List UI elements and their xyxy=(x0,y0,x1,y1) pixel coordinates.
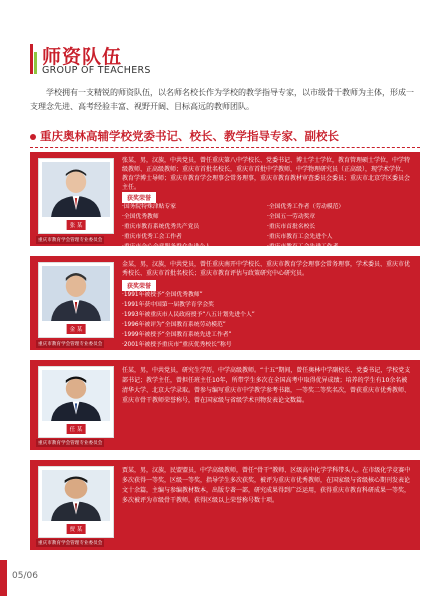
honor-item: ·国务院特殊津贴专家 xyxy=(122,204,177,210)
honor-item: ·全国优秀教师 xyxy=(122,214,159,220)
intro-paragraph: 学校拥有一支精锐的师资队伍，以名师名校长作为学校的教学指导专家，以市级骨干教师为主体，形成一支理念先进、高考经验丰富、视野开阔、目标高远的教师团队。 xyxy=(30,88,414,111)
honor-item: ·1993年被重庆市人民政府授予“八五计划先进个人” xyxy=(122,312,255,318)
honor-item: ·重庆市教育系统优秀共产党员 xyxy=(122,224,200,230)
page-subtitle: GROUP OF TEACHERS xyxy=(42,65,151,76)
honor-item: ·1999年被授予“全国教育系统先进工作者” xyxy=(122,332,232,338)
profile-card xyxy=(30,152,420,250)
honor-item: ·全国五一劳动奖章 xyxy=(267,214,316,220)
title-accent-bar xyxy=(30,44,33,74)
portrait-photo xyxy=(42,470,110,521)
honors-column-left xyxy=(122,202,267,252)
portrait-frame xyxy=(38,262,114,338)
honors-list xyxy=(122,202,412,252)
portrait-caption: 重庆市教育学会管理专业委员会 xyxy=(38,238,103,243)
page-number: 05/06 xyxy=(12,571,38,581)
name-tag: 金 某 xyxy=(67,324,86,334)
section-header xyxy=(30,128,420,148)
honor-item: ·2001年被授予重庆市“重庆优秀校长”称号 xyxy=(122,342,232,348)
profile-card xyxy=(30,460,420,550)
honor-item: ·重庆市教育工会先进个人 xyxy=(267,234,333,240)
title-accent-bar-green xyxy=(34,52,37,74)
portrait-caption: 重庆市教育学会管理专业委员会 xyxy=(38,342,103,347)
honor-item: ·全国优秀工作者（劳动模范） xyxy=(267,204,345,210)
honor-item: ·1991年被授予“全国优秀教师” xyxy=(122,292,203,298)
footer-accent-bar xyxy=(0,560,7,596)
honor-item: ·1996年被评为“全国教育系统劳动模范” xyxy=(122,322,226,328)
name-tag: 任 某 xyxy=(67,424,86,434)
portrait-caption: 重庆市教育学会管理专业委员会 xyxy=(38,541,103,546)
page-title: 师资队伍 xyxy=(42,46,123,68)
bio-text: 任某，男，中共党员，研究生学历，中学高级教师。“十五”期间，曾任奥林中学副校长、党委书记，学校党支部书记；教学主任，曾担任班主任10年，所带学生多次在全国高考中取得优异成绩；培养的学生有10余名被清华大学、北京大学录取。曾参与编写重庆市中学教学参考书籍，一等奖二等奖名次，曾获重庆市优秀教师、重庆市骨干教师荣誉称号，曾在国家级与省级学术刊物发表论文数篇。 xyxy=(122,367,411,404)
name-tag: 贾 某 xyxy=(67,524,86,534)
honors-label: 获奖荣誉 xyxy=(122,192,156,203)
honor-item: ·重庆市教育工会先进工作者 xyxy=(267,244,339,250)
portrait-frame xyxy=(38,158,114,234)
section-title: 重庆奥林高辅学校党委书记、校长、教学指导专家、副校长 xyxy=(40,129,339,143)
profile-card xyxy=(30,256,420,358)
honor-item: ·1991年获中国第一届教学育学会奖 xyxy=(122,302,214,308)
profile-card xyxy=(30,360,420,450)
portrait-frame xyxy=(38,466,114,538)
bullet-icon xyxy=(30,134,36,140)
portrait-photo xyxy=(42,370,110,421)
honors-column-right xyxy=(267,202,412,252)
honor-item: ·2011年9月参加教育部“三名”工程2012年中国教育改革创新人物评选 xyxy=(122,352,303,358)
portrait-caption: 重庆市教育学会管理专业委员会 xyxy=(38,441,103,446)
honor-item: ·重庆市优秀工会工作者 xyxy=(122,234,182,240)
honors-list xyxy=(122,290,412,360)
portrait-photo xyxy=(42,162,110,217)
bio-text: 张某，男，汉族，中共党员，曾任重庆第八中学校长、党委书记、博士学士学位，教育管理硕士学位，中学特级教师、正高级教师；重庆市首批名校长，重庆市首批中学教师，中学物理研究员（正高级），现学术学位、教育学博士导师；重庆市教育学会理事会常务理事，重庆市教育教材审查委员会委员；重庆市北京学区委员会主任。 xyxy=(122,157,411,191)
name-tag: 张 某 xyxy=(67,220,86,230)
portrait-frame xyxy=(38,366,114,438)
portrait-photo xyxy=(42,266,110,321)
bio-text: 贾某，男，汉族，民盟盟员，中学高级教师，曾任“骨干”教师、区级高中化学学科带头人。在市级化学竞赛中多次获得一等奖，区级一等奖，指导学生多次获奖，被评为重庆市优秀教师，在国家级与省级核心期刊发表论文十余篇，主编与参编教材数本，出版专著一部，研究成果得到广泛运用，获得重庆市教育科研成果一等奖，多次被评为市级骨干教师，获得区级以上荣誉称号数十项。 xyxy=(122,467,411,504)
honor-item: ·重庆市首批名校长 xyxy=(267,224,316,230)
bio-text: 金某，男，汉族，中共党员，曾任重庆南开中学校长、重庆市教育学会理事会常务理事，学术委员、重庆市优秀校长、重庆市首批名校长；重庆市教育评估与政策研究中心研究员。 xyxy=(122,261,411,277)
honor-item: ·重庆市全心全意服务群众先进个人 xyxy=(122,244,211,250)
section-divider xyxy=(30,147,420,149)
honors-label: 获奖荣誉 xyxy=(122,280,156,291)
